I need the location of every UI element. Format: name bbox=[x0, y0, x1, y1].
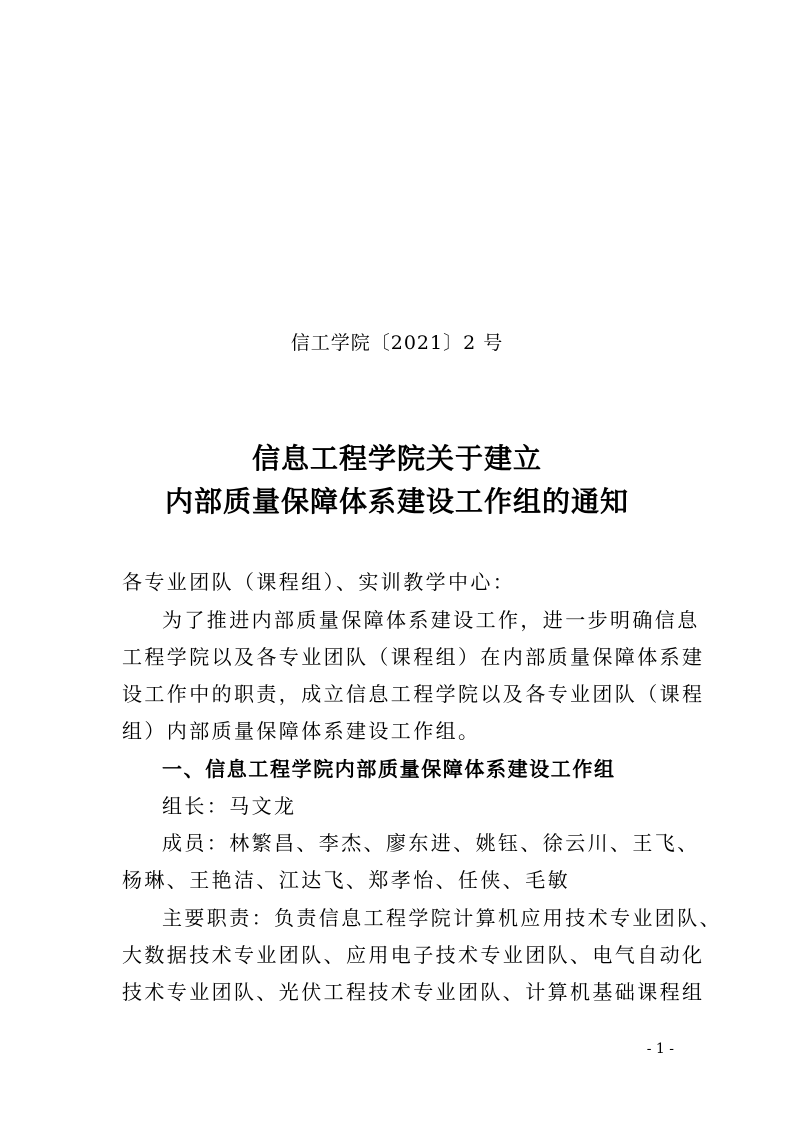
document-title-line-1: 信息工程学院关于建立 bbox=[251, 442, 542, 475]
addressee: 各专业团队（课程组）、实训教学中心： bbox=[122, 570, 516, 594]
intro-paragraph-line-3: 设工作中的职责，成立信息工程学院以及各专业团队（课程 bbox=[122, 682, 705, 706]
members-line-1: 成员：林繁昌、李杰、廖东进、姚钰、徐云川、王飞、 bbox=[162, 831, 700, 855]
document-title-line-2: 内部质量保障体系建设工作组的通知 bbox=[164, 485, 629, 518]
duties-line-1: 主要职责：负责信息工程学院计算机应用技术专业团队、 bbox=[162, 906, 722, 930]
intro-paragraph-line-2: 工程学院以及各专业团队（课程组）在内部质量保障体系建 bbox=[122, 645, 705, 669]
members-line-2: 杨琳、王艳洁、江达飞、郑孝怡、任侠、毛敏 bbox=[122, 868, 570, 892]
duties-line-2: 大数据技术专业团队、应用电子技术专业团队、电气自动化 bbox=[122, 943, 705, 967]
intro-paragraph-line-1: 为了推进内部质量保障体系建设工作，进一步明确信息 bbox=[162, 608, 700, 632]
duties-line-3: 技术专业团队、光伏工程技术专业团队、计算机基础课程组 bbox=[122, 980, 705, 1004]
section-1-heading: 一、信息工程学院内部质量保障体系建设工作组 bbox=[162, 757, 616, 781]
group-leader: 组长：马文龙 bbox=[162, 794, 297, 818]
intro-paragraph-line-4: 组）内部质量保障体系建设工作组。 bbox=[122, 719, 481, 743]
document-number: 信工学院〔2021〕2 号 bbox=[290, 332, 504, 354]
page-number: - 1 - bbox=[646, 1041, 674, 1057]
